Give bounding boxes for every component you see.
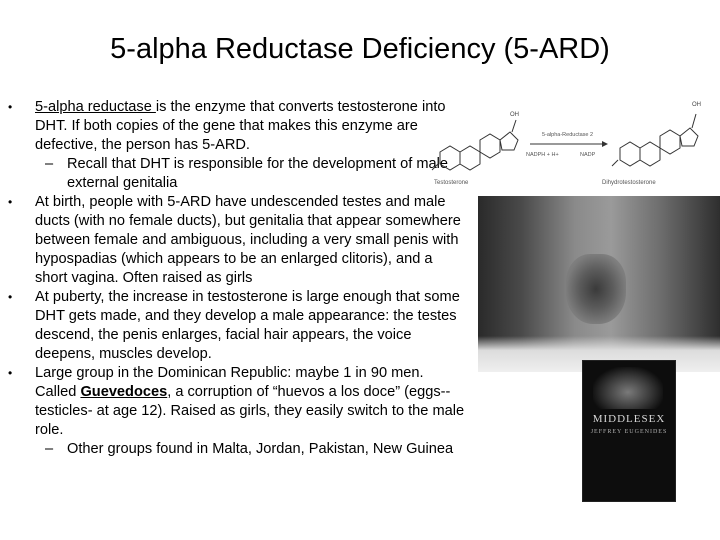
sub-bullet-item [8,155,468,193]
sub-bullet-text: Other groups found in Malta, Jordan, Pakistan, New Guinea [67,441,454,457]
dht-structure [612,114,698,166]
oh-label-right: OH [692,102,701,108]
bullet-text: Large group in the Dominican Republic: maybe 1 in 90 men. Called [35,365,424,400]
bullet-text: is the enzyme that converts testosterone into DHT. If both copies of the gene that makes this enzyme are defective, the person has 5-ARD. [35,99,446,153]
bullet-text: At birth, people with 5-ARD have undescended testes and male ducts (with no female ducts), but genitalia that appear somewhere between female and ambiguous, including a very small penis with hypospadias (which appears to be an enlarged clitoris), and a short vagina. Often raised as girls [35,194,461,286]
middlesex-book-cover [582,360,676,502]
bullet-marker: • [8,100,13,114]
guevedoces-term: Guevedoces [80,384,168,400]
bullet-marker: • [8,290,13,304]
oh-label-left: OH [510,112,519,118]
bullet-item [8,288,468,364]
sub-bullet-text: Recall that DHT is responsible for the development of male external genitalia [67,156,448,191]
enzyme-label: 5-alpha-Reductase 2 [542,132,594,138]
bullet-item [8,364,468,440]
dash-marker: – [45,441,54,457]
bullet-text: , a corruption of “huevos a los doce” (eggs--testicles- at age 12). Raised as girls, they easily switch to the male role. [35,384,465,438]
bullet-marker: • [8,195,13,209]
dht-label: Dihydrotestosterone [602,180,656,186]
book-author: JEFFREY EUGENIDES [590,429,668,435]
bullet-text: At puberty, the increase in testosterone is large enough that some DHT gets made, and they develop a male appearance: the testes descend, the penis enlarges, facial hair appears, the voice deepens, muscles develop. [35,289,460,362]
genitalia-photo [478,196,720,372]
testosterone-structure [432,120,518,170]
cofactor-in-label: NADPH + H+ [526,152,559,158]
bullet-item [8,193,468,288]
dash-marker: – [45,156,54,172]
photo-center-shade [566,254,626,324]
bullet-marker: • [8,366,13,380]
bullet-list [8,98,468,459]
testosterone-label: Testosterone [434,180,469,186]
book-smoke-art [593,367,663,409]
cofactor-out-label: NADP [580,152,596,158]
reaction-diagram [430,92,720,192]
enzyme-term: 5-alpha reductase [35,99,156,115]
arrow-head [602,141,608,147]
slide-title: 5-alpha Reductase Deficiency (5-ARD) [110,33,610,65]
bullet-item [8,98,468,155]
sub-bullet-item [8,440,468,459]
book-title: MIDDLESEX [592,413,666,425]
